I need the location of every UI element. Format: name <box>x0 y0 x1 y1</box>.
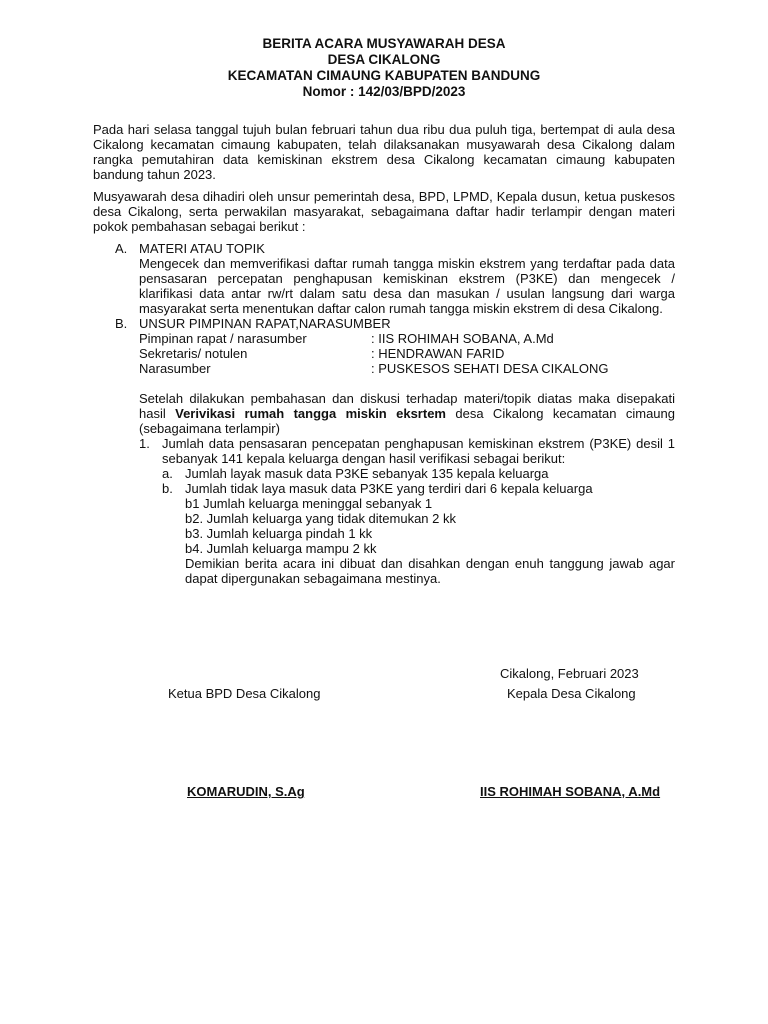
sub-item-b <box>93 481 675 496</box>
place-date: Cikalong, Februari 2023 <box>500 666 639 681</box>
role-label: Sekretaris/ notulen <box>139 346 248 361</box>
spacer <box>93 376 675 391</box>
signatory-title-right: Kepala Desa Cikalong <box>507 686 636 701</box>
header-title: BERITA ACARA MUSYAWARAH DESA <box>262 36 506 51</box>
section-a <box>93 241 675 316</box>
numbered-item-1 <box>93 436 675 466</box>
role-row <box>139 361 675 376</box>
b-detail-line: b1 Jumlah keluarga meninggal sebanyak 1 <box>185 496 433 511</box>
signatory-title-left: Ketua BPD Desa Cikalong <box>168 686 321 701</box>
header-number: Nomor : 142/03/BPD/2023 <box>302 84 466 99</box>
conclusion-text-after: desa Cikalong kecamatan cimaung (sebagaimana terlampir) <box>139 406 675 436</box>
conclusion-text-before: Setelah dilakukan pembahasan dan diskusi terhadap materi/topik diatas maka disepakati hasil <box>139 391 675 421</box>
intro-paragraph-2: Musyawarah desa dihadiri oleh unsur pemerintah desa, BPD, LPMD, Kepala dusun, ketua puskesos desa Cikalong, serta perwakilan masyarakat, sebagaimana daftar hadir terlampir dengan materi pokok pembahasan sebagai berikut : <box>93 189 675 234</box>
closing-statement: Demikian berita acara ini dibuat dan disahkan dengan enuh tanggung jawab agar dapat dipergunakan sebagaimana mestinya. <box>185 556 675 586</box>
b-detail-line: b3. Jumlah keluarga pindah 1 kk <box>185 526 373 541</box>
conclusion-paragraph <box>93 391 675 436</box>
document-body <box>93 122 675 586</box>
sub-item-text: Jumlah tidak laya masuk data P3KE yang terdiri dari 6 kepala keluarga <box>185 481 593 496</box>
item-1-text: Jumlah data pensasaran pencepatan penghapusan kemiskinan ekstrem (P3KE) desil 1 sebanyak 141 kepala keluarga dengan hasil verifikasi sebagai berikut: <box>162 436 675 466</box>
role-label: Narasumber <box>139 361 211 376</box>
role-row <box>139 346 675 361</box>
signatory-name-right: IIS ROHIMAH SOBANA, A.Md <box>480 784 661 799</box>
sub-item-label: a. <box>162 466 173 481</box>
signatory-name-left: KOMARUDIN, S.Ag <box>187 784 305 799</box>
role-value: : PUSKESOS SEHATI DESA CIKALONG <box>371 361 609 376</box>
role-row <box>139 331 675 346</box>
section-b-title: UNSUR PIMPINAN RAPAT,NARASUMBER <box>139 316 391 331</box>
role-value: : HENDRAWAN FARID <box>371 346 505 361</box>
header-village: DESA CIKALONG <box>327 52 441 67</box>
sub-item-a <box>93 466 675 481</box>
conclusion-emphasis: Verivikasi rumah tangga miskin eksrtem <box>175 406 446 421</box>
section-a-text: Mengecek dan memverifikasi daftar rumah tangga miskin ekstrem yang terdaftar pada data pensasaran percepatan penghapusan kemiskinan ekstrem (P3KE) dan mengecek / klarifikasi data antar rw/rt dalam satu desa dan masukan / usulan langsung dari warga masyarakat serta menentukan daftar calon rumah tangga miskin ekstrem di desa Cikalong. <box>139 256 675 316</box>
section-a-title: MATERI ATAU TOPIK <box>139 241 265 256</box>
document-header <box>0 36 768 100</box>
header-district: KECAMATAN CIMAUNG KABUPATEN BANDUNG <box>227 68 541 83</box>
item-1-label: 1. <box>139 436 150 451</box>
section-a-label: A. <box>115 241 128 256</box>
sub-item-text: Jumlah layak masuk data P3KE sebanyak 135 kepala keluarga <box>185 466 549 481</box>
b-detail-line: b2. Jumlah keluarga yang tidak ditemukan 2 kk <box>185 511 456 526</box>
b-detail-line: b4. Jumlah keluarga mampu 2 kk <box>185 541 377 556</box>
role-label: Pimpinan rapat / narasumber <box>139 331 307 346</box>
section-b <box>93 316 675 376</box>
section-b-label: B. <box>115 316 128 331</box>
intro-paragraph-1: Pada hari selasa tanggal tujuh bulan februari tahun dua ribu dua puluh tiga, bertempat di aula desa Cikalong kecamatan cimaung kabupaten, telah dilaksanakan musyawarah desa Cikalong dalam rangka pemutahiran data kemiskinan ekstrem desa Cikalong kecamatan cimaung kabupaten bandung tahun 2023. <box>93 122 675 182</box>
role-value: : IIS ROHIMAH SOBANA, A.Md <box>371 331 554 346</box>
sub-item-label: b. <box>162 481 173 496</box>
